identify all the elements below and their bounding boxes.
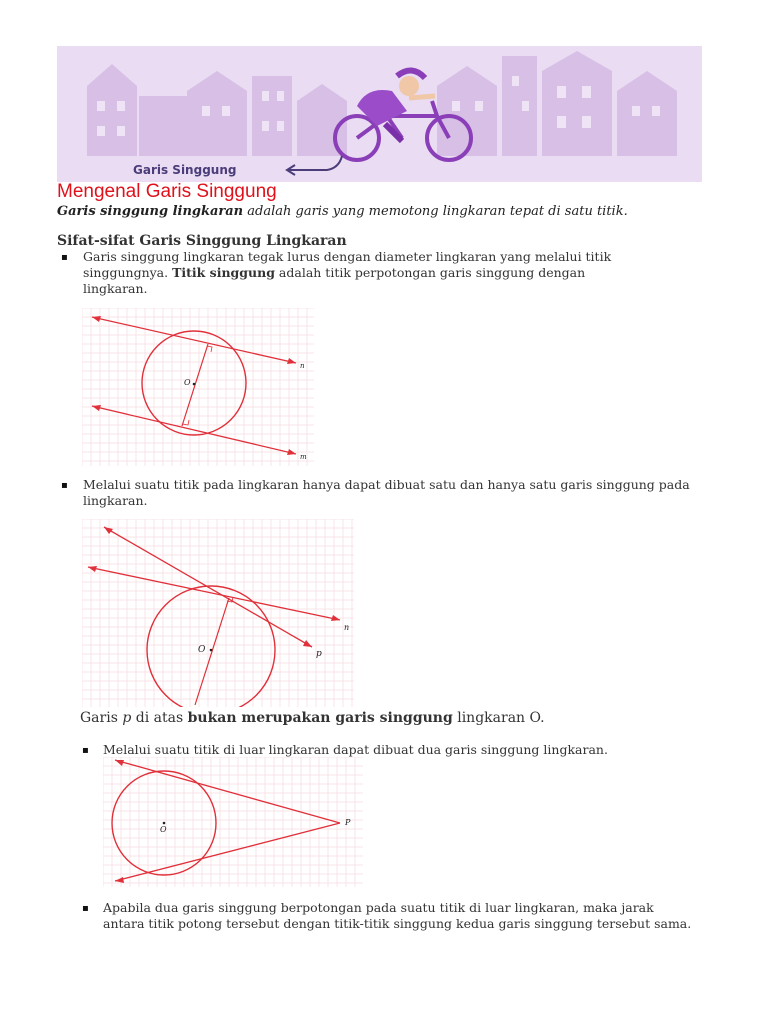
- circle-o: [147, 586, 275, 707]
- intro-rest: adalah garis yang memotong lingkaran tepat di satu titik.: [243, 204, 628, 219]
- note-bold: bukan merupakan garis singgung: [187, 710, 453, 726]
- term-titik-singgung: Titik singgung: [172, 265, 275, 280]
- figure-tangent-and-secant: [82, 519, 354, 707]
- list-item-4-line-1: Apabila dua garis singgung berpotongan pada suatu titik di luar lingkaran, maka jarak: [103, 900, 654, 915]
- center-label: O: [184, 378, 191, 387]
- list-item-3: [103, 742, 743, 758]
- grid-background: [82, 519, 354, 707]
- list-item-4: [103, 900, 743, 932]
- intro-definition: [57, 204, 628, 219]
- bullet-marker: ▪: [61, 480, 68, 491]
- line-label-m: m: [300, 453, 307, 461]
- center-point: [193, 383, 196, 386]
- tangent-line-n: [88, 567, 340, 620]
- line-label-n: n: [300, 362, 305, 370]
- banner-caption: Garis Singgung: [133, 163, 237, 177]
- list-item-1-line-3: lingkaran.: [83, 281, 148, 296]
- bullet-marker: ▪: [82, 745, 89, 756]
- center-point: [163, 822, 166, 825]
- list-item-3-line-1: Melalui suatu titik di luar lingkaran dapat dibuat dua garis singgung lingkaran.: [103, 742, 608, 757]
- note-var-p: p: [122, 710, 132, 726]
- figure-two-parallel-tangents: [82, 308, 314, 466]
- list-item-2: [83, 477, 743, 509]
- list-item-2-line-2: lingkaran.: [83, 493, 148, 508]
- line-label-p: p: [316, 649, 322, 659]
- list-item-4-line-2: antara titik potong tersebut dengan titik-titik singgung kedua garis singgung tersebut sama.: [103, 916, 692, 931]
- list-item-2-line-1: Melalui suatu titik pada lingkaran hanya dapat dibuat satu dan hanya satu garis singgung pada: [83, 477, 690, 492]
- tangent-line-lower: [115, 823, 340, 881]
- list-item-1: [83, 249, 723, 297]
- center-point: [210, 649, 213, 652]
- point-label-p: P: [345, 818, 351, 827]
- center-label: O: [160, 825, 167, 834]
- figure-two-tangents-from-point: [103, 757, 363, 887]
- tangent-line-m: [92, 406, 296, 454]
- line-label-n: n: [344, 623, 350, 632]
- bullet-marker: ▪: [82, 903, 89, 914]
- list-item-1-line-2: singgungnya. Titik singgung adalah titik perpotongan garis singgung dengan: [83, 265, 586, 280]
- bullet-marker: ▪: [61, 252, 68, 263]
- section-heading: Sifat-sifat Garis Singgung Lingkaran: [57, 233, 347, 249]
- tangent-line-n: [92, 317, 296, 363]
- page-title: Mengenal Garis Singgung: [57, 181, 277, 202]
- banner-illustration: [57, 46, 702, 182]
- list-item-1-line-1: Garis singgung lingkaran tegak lurus dengan diameter lingkaran yang melalui titik: [83, 249, 612, 264]
- intro-term: Garis singgung lingkaran: [57, 204, 244, 219]
- center-label: O: [198, 645, 206, 655]
- tangent-line-upper: [115, 760, 340, 823]
- figure-note: Garis p di atas bukan merupakan garis singgung lingkaran O.: [80, 710, 545, 726]
